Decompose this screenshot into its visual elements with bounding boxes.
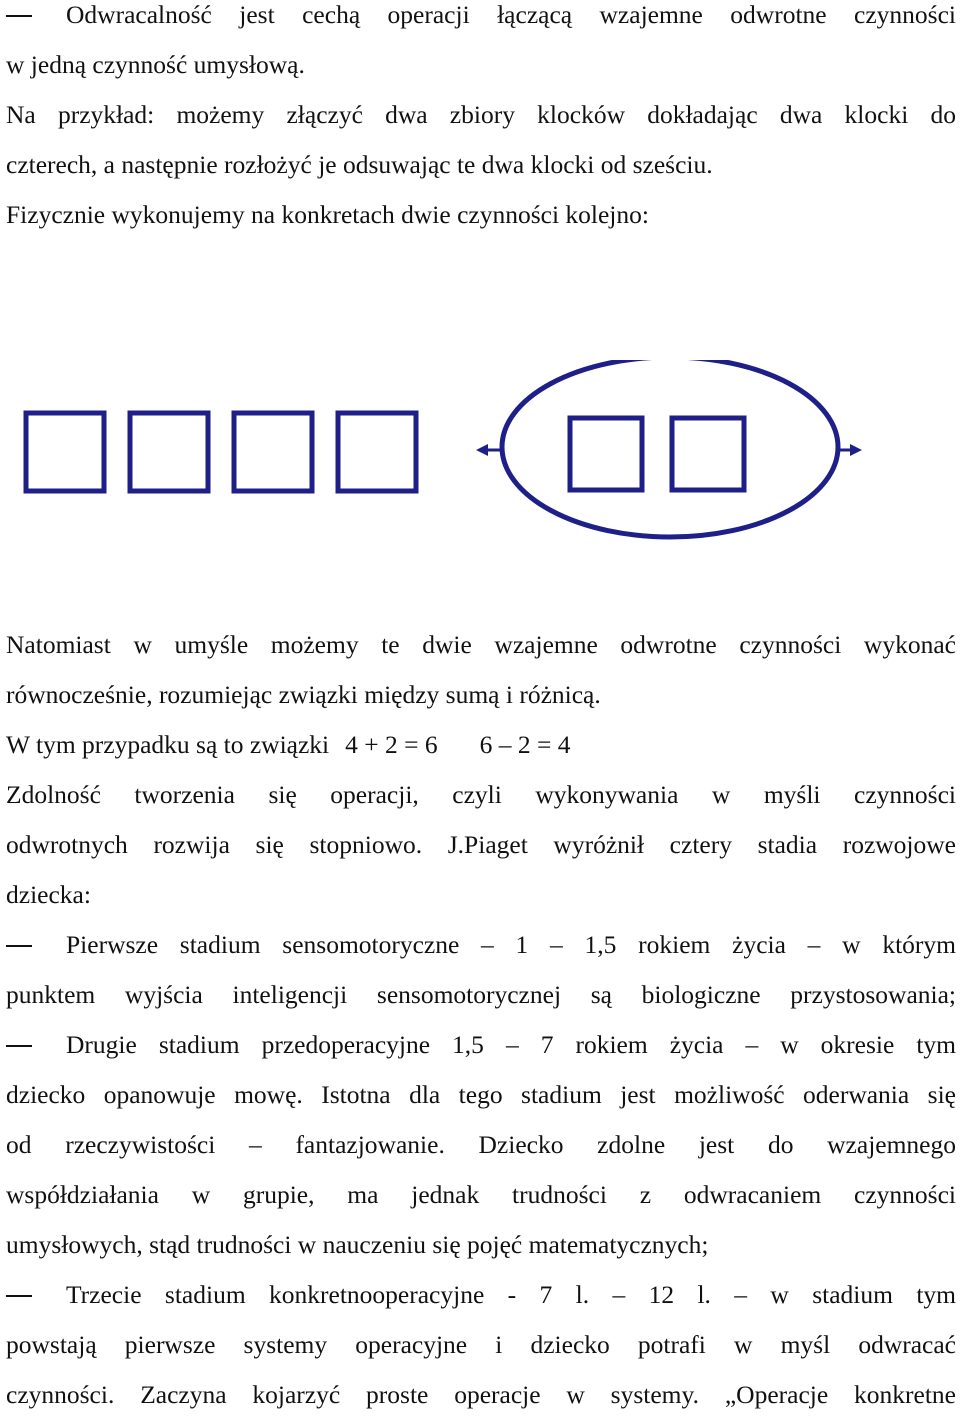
list-dash — [6, 1045, 32, 1047]
block-square-1 — [26, 413, 104, 491]
text-line-2: w jedną czynność umysłową. — [6, 50, 305, 79]
text-line-1: Odwracalność jest cechą operacji łączącą wzajemne odwrotne czynności — [6, 0, 956, 40]
text-line-17: współdziałania w grupie, ma jednak trudności z odwracaniem czynności — [6, 1180, 956, 1209]
text-line-20: powstają pierwsze systemy operacyjne i dziecko potrafi w myśl odwracać — [6, 1330, 956, 1359]
text-line-5: Fizycznie wykonujemy na konkretach dwie czynności kolejno: — [6, 200, 649, 229]
list-item-stage-2: Drugie stadium przedoperacyjne 1,5 – 7 rokiem życia – w okresie tym — [6, 1020, 956, 1070]
block-square-6 — [672, 418, 744, 490]
right-arrow-icon — [850, 444, 862, 456]
blocks-diagram — [0, 360, 960, 540]
block-square-3 — [234, 413, 312, 491]
text-line-8 — [6, 720, 956, 770]
text-line-9: Zdolność tworzenia się operacji, czyli wykonywania w myśli czynności — [6, 780, 956, 809]
block-square-5 — [570, 418, 642, 490]
text-line-10: odwrotnych rozwija się stopniowo. J.Piaget wyróżnił cztery stadia rozwojowe — [6, 830, 956, 859]
left-arrow-icon — [476, 444, 488, 456]
block-square-2 — [130, 413, 208, 491]
text-line-13: punktem wyjścia inteligencji sensomotorycznej są biologiczne przystosowania; — [6, 980, 956, 1009]
text-line-11: dziecka: — [6, 880, 91, 909]
text-line-21: czynności. Zaczyna kojarzyć proste operacje w systemy. „Operacje konkretne — [6, 1380, 956, 1409]
list-item-stage-3: Trzecie stadium konkretnooperacyjne - 7 l. – 12 l. – w stadium tym — [6, 1270, 956, 1320]
text-line-3: Na przykład: możemy złączyć dwa zbiory klocków dokładając dwa klocki do — [6, 100, 956, 129]
text-line-4: czterech, a następnie rozłożyć je odsuwając te dwa klocki od sześciu. — [6, 150, 713, 179]
block-square-4 — [338, 413, 416, 491]
diagram-arrowheads — [476, 444, 862, 456]
text-line-18: umysłowych, stąd trudności w nauczeniu się pojęć matematycznych; — [6, 1230, 709, 1259]
equation-difference: 6 – 2 = 4 — [479, 730, 571, 759]
relations-intro: W tym przypadku są to związki — [6, 730, 330, 759]
list-dash — [6, 1295, 32, 1297]
list-dash — [6, 15, 32, 17]
text-line-7: równocześnie, rozumiejąc związki między sumą i różnicą. — [6, 680, 601, 709]
text-line-6: Natomiast w umyśle możemy te dwie wzajemne odwrotne czynności wykonać — [6, 630, 956, 659]
text-line-15: dziecko opanowuje mowę. Istotna dla tego stadium jest możliwość oderwania się — [6, 1080, 956, 1109]
text-line-16: od rzeczywistości – fantazjowanie. Dziecko zdolne jest do wzajemnego — [6, 1130, 956, 1159]
list-dash — [6, 945, 32, 947]
equation-sum: 4 + 2 = 6 — [345, 730, 438, 759]
diagram-shapes — [26, 360, 856, 537]
list-item-stage-1: Pierwsze stadium sensomotoryczne – 1 – 1,5 rokiem życia – w którym — [6, 920, 956, 970]
